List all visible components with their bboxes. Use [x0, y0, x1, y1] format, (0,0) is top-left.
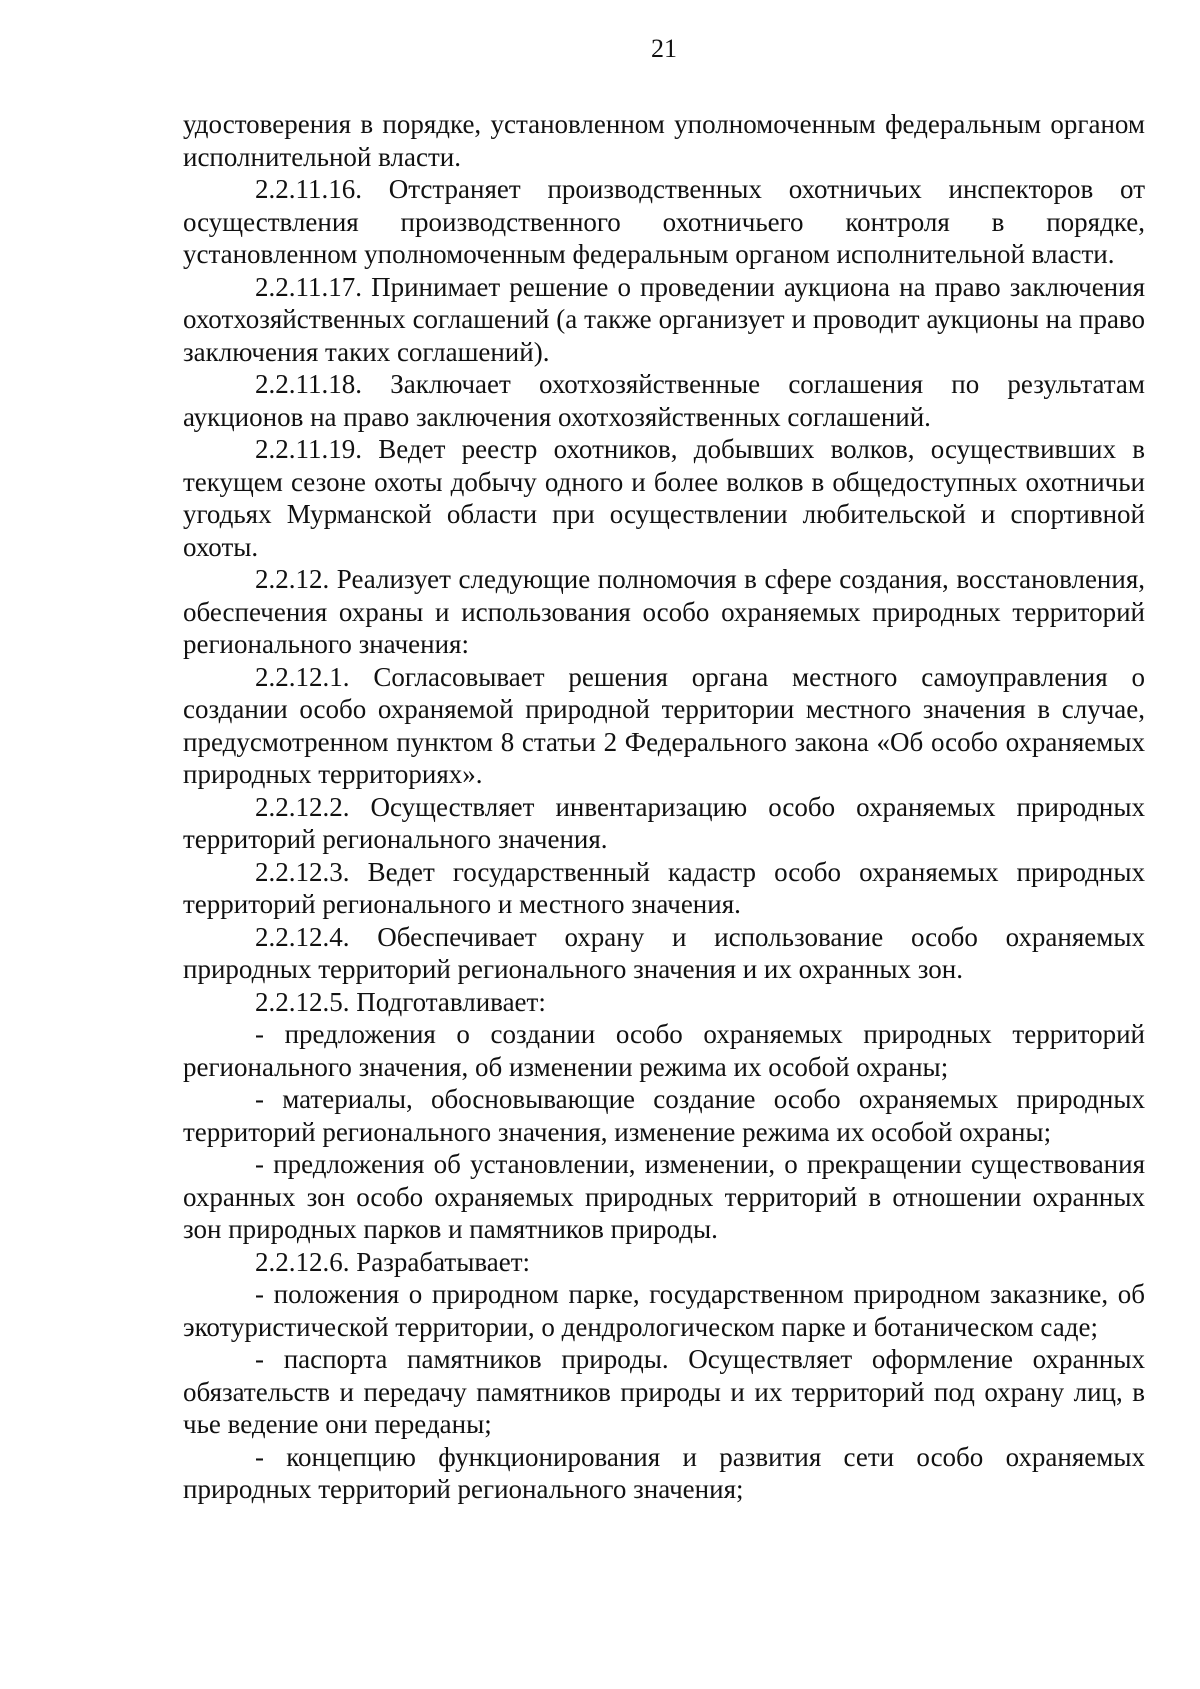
- paragraph: удостоверения в порядке, установленном уполномоченным федеральным органом исполнительной власти.: [183, 109, 1145, 172]
- paragraph: 2.2.12.2. Осуществляет инвентаризацию особо охраняемых природных территорий регионального значения.: [183, 791, 1145, 854]
- list-item: - положения о природном парке, государственном природном заказнике, об экотуристической территории, о дендрологическом парке и ботаническом саде;: [183, 1279, 1145, 1342]
- list-item: - паспорта памятников природы. Осуществляет оформление охранных обязательств и передачу памятников природы и их территорий под охрану лиц, в чье ведение они переданы;: [183, 1344, 1145, 1439]
- paragraph: 2.2.12.3. Ведет государственный кадастр особо охраняемых природных территорий регионального и местного значения.: [183, 856, 1145, 919]
- page-number: 21: [651, 34, 677, 63]
- paragraph: 2.2.12.6. Разрабатывает:: [255, 1246, 531, 1277]
- list-item: - материалы, обосновывающие создание особо охраняемых природных территорий регионального значения, изменение режима их особой охраны;: [183, 1084, 1145, 1147]
- list-item: - предложения об установлении, изменении, о прекращении существования охранных зон особо охраняемых природных территорий в отношении охранных зон природных парков и памятников природы.: [183, 1149, 1145, 1244]
- paragraph: 2.2.12.5. Подготавливает:: [255, 986, 546, 1017]
- paragraph: 2.2.11.17. Принимает решение о проведении аукциона на право заключения охотхозяйственных соглашений (а также организует и проводит аукционы на право заключения таких соглашений).: [183, 271, 1145, 367]
- document-body: [183, 108, 1145, 1506]
- paragraph: 2.2.12.4. Обеспечивает охрану и использование особо охраняемых природных территорий регионального значения и их охранных зон.: [183, 921, 1145, 984]
- paragraph: 2.2.11.18. Заключает охотхозяйственные соглашения по результатам аукционов на право заключения охотхозяйственных соглашений.: [183, 369, 1145, 432]
- paragraph: 2.2.11.19. Ведет реестр охотников, добывших волков, осуществивших в текущем сезоне охоты добычу одного и более волков в общедоступных охотничьи угодьях Мурманской области при осуществлении любительской и спортивной охоты.: [183, 434, 1145, 562]
- list-item: - концепцию функционирования и развития сети особо охраняемых природных территорий регионального значения;: [183, 1441, 1145, 1504]
- paragraph: 2.2.12. Реализует следующие полномочия в сфере создания, восстановления, обеспечения охраны и использования особо охраняемых природных территорий регионального значения:: [183, 564, 1145, 659]
- paragraph: 2.2.12.1. Согласовывает решения органа местного самоуправления о создании особо охраняемой природной территории местного значения в случае, предусмотренном пунктом 8 статьи 2 Федерального закона «Об особо охраняемых природных территориях».: [183, 661, 1145, 789]
- paragraph: 2.2.11.16. Отстраняет производственных охотничьих инспекторов от осуществления производственного охотничьего контроля в порядке, установленном уполномоченным федеральным органом исполнительной власти.: [183, 174, 1145, 269]
- list-item: - предложения о создании особо охраняемых природных территорий регионального значения, об изменении режима их особой охраны;: [183, 1019, 1145, 1082]
